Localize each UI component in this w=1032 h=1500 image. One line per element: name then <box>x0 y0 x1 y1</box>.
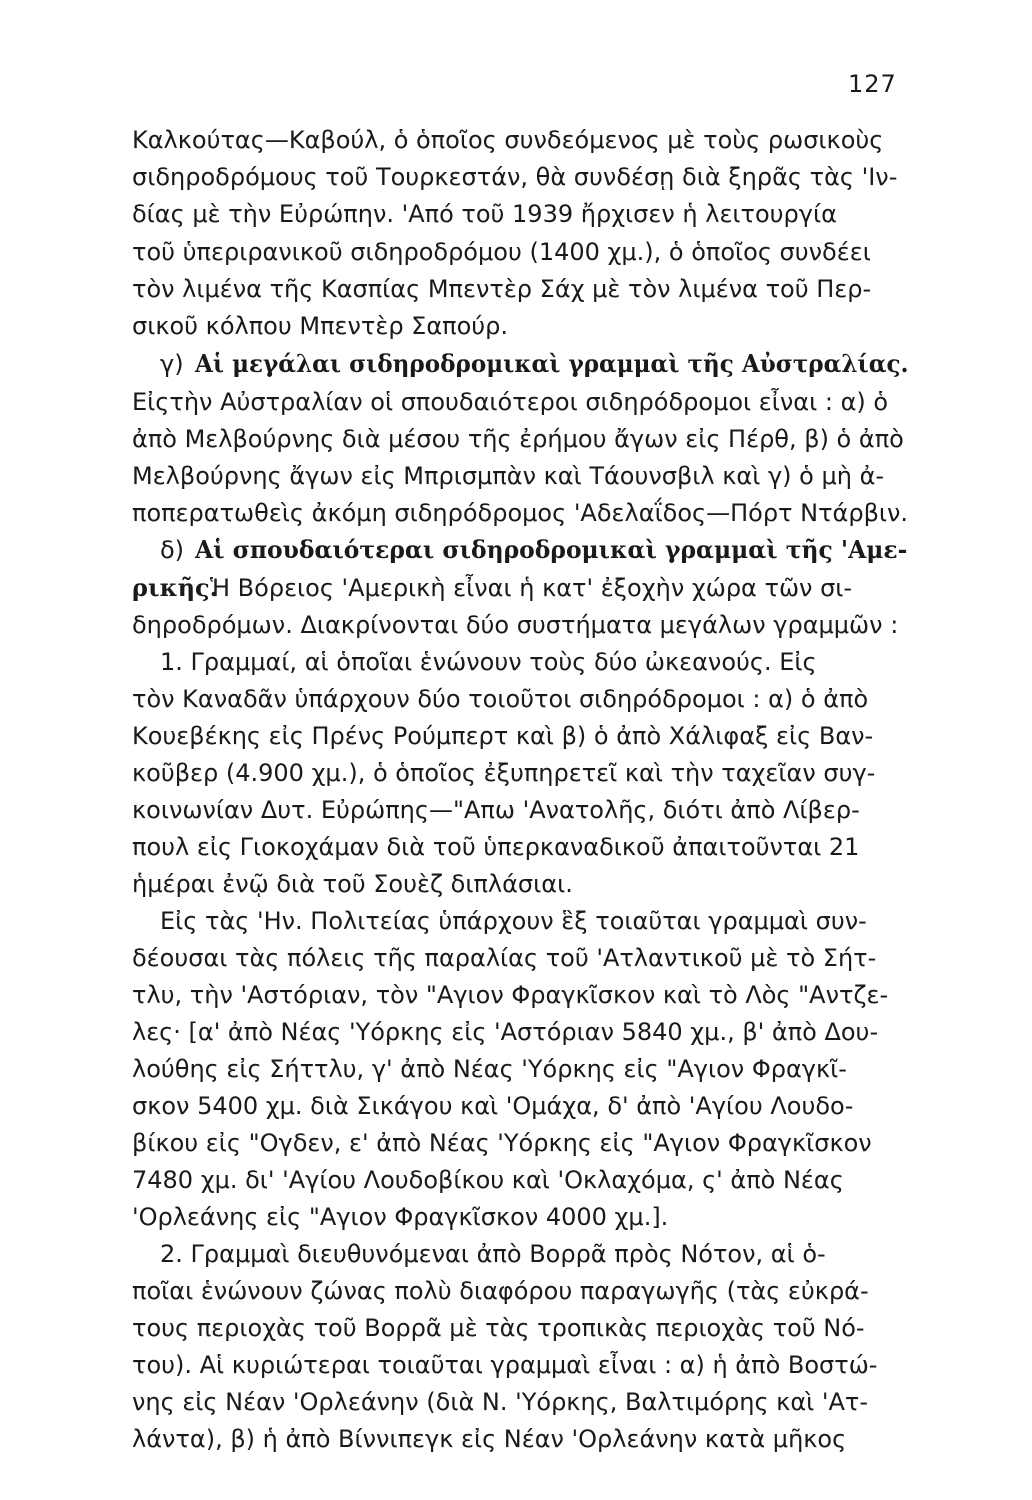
text-line: πουλ εἰς Γιοκοχάμαν διὰ τοῦ ὑπερκαναδικοῦ ἀπαιτοῦνται 21 <box>132 833 860 861</box>
text-line: του). Αἱ κυριώτεραι τοιαῦται γραμμαὶ εἶναι : α) ἡ ἀπὸ Βοστώ- <box>132 1351 878 1379</box>
text-line: Εἰς τὰς 'Ην. Πολιτείας ὑπάρχουν ἓξ τοιαῦται γραμμαὶ συν- <box>160 907 867 935</box>
text-line: κοινωνίαν Δυτ. Εὐρώπης—"Απω 'Ανατολῆς, διότι ἀπὸ Λίβερ- <box>132 796 860 824</box>
text-line: κοῦβερ (4.900 χμ.), ὁ ὁποῖος ἐξυπηρετεῖ καὶ τὴν ταχεῖαν συγ- <box>132 759 876 787</box>
text-line: 'Ορλεάνης εἰς "Αγιον Φραγκῖσκον 4000 χμ.]. <box>132 1203 669 1231</box>
text-line: τὸν Καναδᾶν ὑπάρχουν δύο τοιοῦτοι σιδηρόδρομοι : α) ὁ ἀπὸ <box>132 685 869 713</box>
text-line: Καλκούτας—Καβούλ, ὁ ὁποῖος συνδεόμενος μὲ τοὺς ρωσικοὺς <box>132 126 884 154</box>
text-line: Κουεβέκης εἰς Πρένς Ρούμπερτ καὶ β) ὁ ἀπὸ Χάλιφαξ εἰς Βαν- <box>132 722 874 750</box>
text-line: τὸν λιμένα τῆς Κασπίας Μπεντὲρ Σάχ μὲ τὸν λιμένα τοῦ Περ- <box>132 275 872 303</box>
text-line: λάντα), β) ἡ ἀπὸ Βίννιπεγκ εἰς Νέαν 'Ορλεάνην κατὰ μῆκος <box>132 1425 847 1453</box>
text-line: ἀπὸ Μελβούρνης διὰ μέσου τῆς ἐρήμου ἄγων εἰς Πέρθ, β) ὁ ἀπὸ <box>132 425 904 453</box>
text-line: 7480 χμ. δι' 'Αγίου Λουδοβίκου καὶ 'Οκλαχόμα, ς' ἀπὸ Νέας <box>132 1166 844 1194</box>
text-line: σικοῦ κόλπου Μπεντὲρ Σαπούρ. <box>132 312 509 340</box>
text-line: σιδηροδρόμους τοῦ Τουρκεστάν, θὰ συνδέσῃ διὰ ξηρᾶς τὰς 'Ιν- <box>132 163 898 191</box>
text-line: ποπερατωθεὶς ἀκόμη σιδηρόδρομος 'Αδελαΐδος—Πόρτ Ντάρβιν. <box>132 499 909 527</box>
text-line: ποῖαι ἑνώνουν ζώνας πολὺ διαφόρου παραγωγῆς (τὰς εὐκρά- <box>132 1277 869 1305</box>
text-line: βίκου εἰς "Ογδεν, ε' ἀπὸ Νέας 'Υόρκης εἰς "Αγιον Φραγκῖσκον <box>132 1129 872 1157</box>
page-number: 127 <box>848 70 897 98</box>
section-heading-australia: γ) Αἱ μεγάλαι σιδηροδρομικαὶ γραμμαὶ τῆς Αὐστραλίας. <box>160 349 909 378</box>
text-line: νης εἰς Νέαν 'Ορλεάνην (διὰ Ν. 'Υόρκης, Βαλτιμόρης καὶ 'Ατ- <box>132 1388 869 1416</box>
text-line: λούθης εἰς Σήττλυ, γ' ἀπὸ Νέας 'Υόρκης εἰς "Αγιον Φραγκῖ- <box>132 1055 847 1083</box>
text-line: Μελβούρνης ἄγων εἰς Μπρισμπὰν καὶ Τάουνσβιλ καὶ γ) ὁ μὴ ἀ- <box>132 462 885 490</box>
text-line: ἡμέραι ἐνῷ διὰ τοῦ Σουὲζ διπλάσιαι. <box>132 870 573 898</box>
text-line: 1. Γραμμαί, αἱ ὁποῖαι ἑνώνουν τοὺς δύο ὠκεανούς. Εἰς <box>160 648 817 676</box>
text-line: δέουσαι τὰς πόλεις τῆς παραλίας τοῦ 'Ατλαντικοῦ μὲ τὸ Σήτ- <box>132 944 877 972</box>
text-line: 2. Γραμμαὶ διευθυνόμεναι ἀπὸ Βορρᾶ πρὸς Νότον, αἱ ὁ- <box>160 1240 826 1268</box>
text-line: δίας μὲ τὴν Εὐρώπην. 'Από τοῦ 1939 ἤρχισεν ἡ λειτουργία <box>132 200 837 228</box>
text-line: τλυ, τὴν 'Αστόριαν, τὸν "Αγιον Φραγκῖσκον καὶ τὸ Λὸς "Αντζε- <box>132 981 889 1009</box>
text-line: σκον 5400 χμ. διὰ Σικάγου καὶ 'Ομάχα, δ' ἀπὸ 'Αγίου Λουδο- <box>132 1092 854 1120</box>
text-line: τους περιοχὰς τοῦ Βορρᾶ μὲ τὰς τροπικὰς περιοχὰς τοῦ Νό- <box>132 1314 865 1342</box>
text-line: τοῦ ὑπεριρανικοῦ σιδηροδρόμου (1400 χμ.), ὁ ὁποῖος συνδέει <box>132 238 871 266</box>
text-line: δηροδρόμων. Διακρίνονται δύο συστήματα μεγάλων γραμμῶν : <box>132 611 899 639</box>
section-heading-america: δ) Αἱ σπουδαιότεραι σιδηροδρομικαὶ γραμμαὶ τῆς 'Αμε- <box>160 535 908 564</box>
text-line: λες· [α' ἀπὸ Νέας 'Υόρκης εἰς 'Αστόριαν 5840 χμ., β' ἀπὸ Δου- <box>132 1018 879 1046</box>
text-line: ρικῆς. Ἡ Βόρειος 'Αμερικὴ εἶναι ἡ κατ' ἐξοχὴν χώρα τῶν σι- <box>132 573 853 602</box>
text-line: Εἰςτὴν Αὐστραλίαν οἱ σπουδαιότεροι σιδηρόδρομοι εἶναι : α) ὁ <box>132 388 889 416</box>
